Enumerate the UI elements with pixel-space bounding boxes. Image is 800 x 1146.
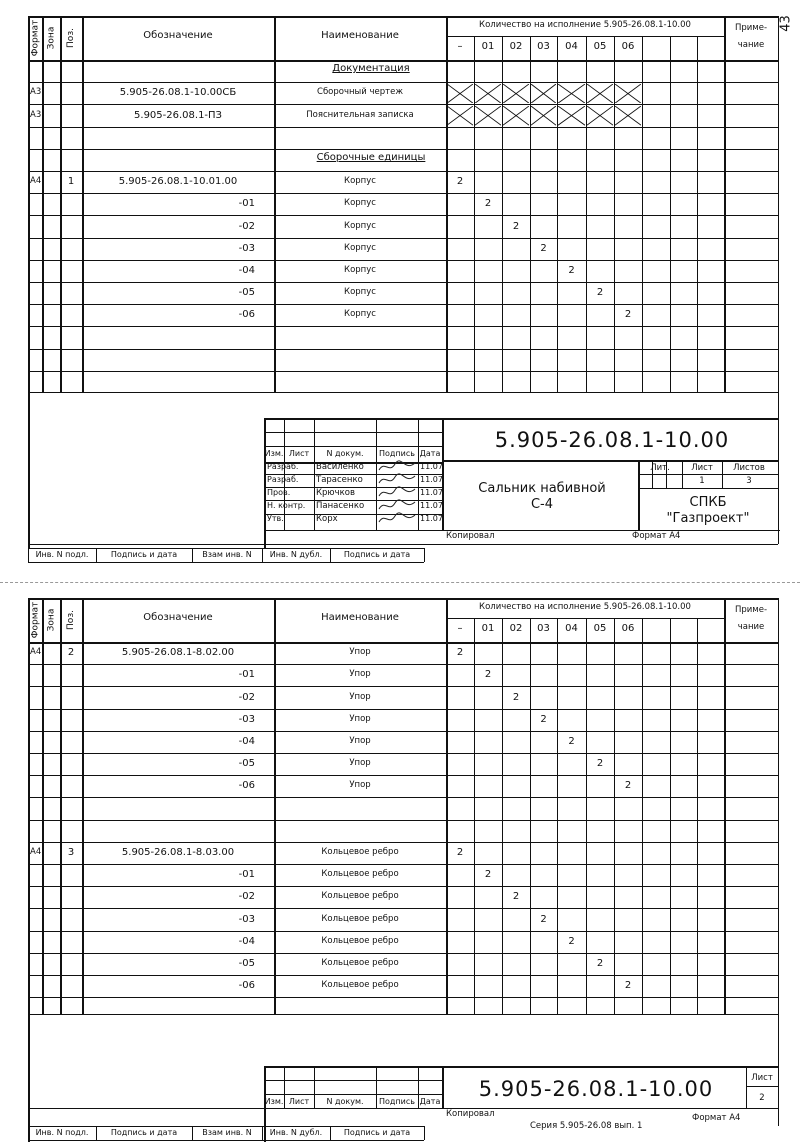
table-rule — [28, 975, 778, 976]
title-date: 11.07 — [420, 475, 443, 484]
qty-cell: 2 — [596, 957, 604, 969]
title-col-header: Подпись — [379, 449, 415, 458]
table-rule — [746, 1066, 747, 1108]
table-rule — [446, 16, 448, 392]
format-label: Формат А4 — [632, 531, 681, 541]
title-person: Панасенко — [316, 501, 365, 511]
title-sheet: Лист — [691, 463, 713, 473]
table-rule — [42, 598, 44, 1014]
row-name: Корпус — [344, 220, 376, 231]
table-rule — [28, 82, 778, 83]
signature-mark — [377, 499, 417, 513]
header-exec-3: 03 — [537, 623, 550, 634]
crossed-cell — [558, 106, 585, 125]
table-rule — [330, 548, 331, 562]
crossed-cell — [503, 106, 529, 125]
row-designation: -05 — [238, 287, 255, 299]
bottom-strip-cell: Подпись и дата — [343, 550, 411, 559]
row-name: Корпус — [344, 242, 376, 253]
table-rule — [28, 16, 778, 18]
crossed-cell — [531, 106, 556, 125]
title-person: Василенко — [316, 462, 364, 472]
table-rule — [28, 60, 778, 62]
qty-cell: 2 — [512, 891, 520, 903]
table-rule — [28, 686, 778, 687]
qty-cell: 2 — [512, 220, 520, 232]
title-role: Утв. — [267, 514, 284, 523]
qty-cell: 2 — [540, 713, 547, 725]
row-name: Корпус — [344, 264, 376, 275]
table-rule — [262, 1126, 263, 1140]
table-rule — [28, 953, 778, 954]
row-position: 2 — [67, 647, 75, 659]
table-rule — [28, 260, 778, 261]
table-rule — [28, 598, 778, 600]
table-rule — [28, 562, 424, 563]
header-note: Приме- — [734, 23, 768, 33]
table-rule — [284, 418, 285, 530]
row-format: А4 — [30, 176, 42, 187]
title-col-header: Изм. — [264, 1097, 284, 1106]
qty-cell: 2 — [540, 913, 547, 925]
table-rule — [682, 460, 683, 488]
table-rule — [638, 488, 778, 489]
table-rule — [82, 16, 84, 392]
table-rule — [670, 618, 671, 1014]
document-name: Сальник набивной — [478, 481, 606, 496]
row-designation: -03 — [238, 913, 255, 925]
table-rule — [28, 304, 778, 305]
title-role: Н. контр. — [267, 501, 306, 510]
table-rule — [28, 1126, 424, 1127]
table-rule — [28, 193, 778, 194]
table-rule — [642, 36, 643, 392]
table-rule — [82, 598, 84, 1014]
table-rule — [60, 16, 62, 392]
qty-cell: 2 — [568, 735, 575, 747]
table-rule — [28, 709, 778, 710]
header-exec-1: 01 — [481, 623, 495, 634]
table-rule — [264, 1080, 442, 1081]
table-rule — [264, 432, 442, 433]
row-designation: 5.905-26.08.1-8.02.00 — [121, 647, 235, 659]
qty-cell: 2 — [624, 309, 632, 321]
crossed-cell — [447, 84, 473, 103]
table-rule — [28, 753, 778, 754]
table-rule — [28, 548, 29, 562]
table-rule — [670, 36, 671, 392]
table-rule — [28, 908, 778, 909]
crossed-cell — [475, 84, 501, 103]
bottom-strip-cell: Инв. N дубл. — [269, 1128, 323, 1137]
qty-cell: 2 — [484, 669, 492, 681]
copied-label: Копировал — [446, 1109, 495, 1119]
qty-cell: 2 — [596, 758, 604, 770]
table-rule — [192, 548, 193, 562]
row-position: 1 — [67, 176, 75, 188]
table-rule — [28, 392, 30, 548]
table-rule — [264, 1066, 778, 1068]
table-rule — [446, 36, 724, 37]
header-zone: Зона — [45, 608, 56, 632]
table-rule — [442, 460, 778, 462]
qty-cell: 2 — [596, 287, 604, 299]
row-format: А3 — [30, 109, 42, 120]
qty-cell: 2 — [624, 980, 632, 992]
title-sheet-value: 1 — [699, 476, 705, 486]
signature-mark — [377, 473, 417, 487]
table-rule — [28, 731, 778, 732]
table-rule — [28, 864, 778, 865]
row-name: Упор — [349, 780, 371, 791]
crossed-cell — [447, 106, 473, 125]
table-rule — [638, 474, 778, 475]
header-name: Наименование — [321, 612, 399, 623]
table-rule — [28, 238, 778, 239]
signature-mark — [377, 512, 417, 526]
title-role: Пров. — [267, 488, 291, 497]
title-person: Тарасенко — [316, 475, 363, 485]
table-rule — [28, 1014, 30, 1142]
table-rule — [264, 418, 266, 548]
title-col-header: Дата — [419, 449, 441, 458]
row-designation: -03 — [238, 242, 255, 254]
row-name: Кольцевое ребро — [321, 980, 399, 991]
header-pos: Поз. — [65, 610, 76, 630]
crossed-cell — [615, 106, 641, 125]
table-rule — [28, 104, 778, 105]
table-rule — [376, 1066, 377, 1108]
bottom-strip-cell: Подпись и дата — [110, 550, 178, 559]
row-format: А4 — [30, 846, 42, 857]
row-name: Кольцевое ребро — [321, 869, 399, 880]
row-name: Кольцевое ребро — [321, 891, 399, 902]
table-rule — [614, 618, 615, 1014]
header-designation: Обозначение — [143, 30, 213, 41]
row-designation: 5.905-26.08.1-ПЗ — [134, 109, 222, 121]
title-role: Разраб. — [267, 462, 299, 471]
table-rule — [28, 997, 778, 998]
header-exec-1: 01 — [481, 41, 495, 52]
header-format: Формат — [29, 19, 40, 57]
crossed-cell — [615, 84, 641, 103]
header-note: чание — [737, 622, 765, 632]
table-rule — [28, 326, 778, 327]
organization: "Газпроект" — [666, 511, 750, 526]
header-note: Приме- — [734, 605, 768, 615]
table-rule — [28, 1140, 424, 1141]
signature-mark — [377, 486, 417, 500]
header-pos: Поз. — [65, 28, 76, 48]
title-lit: Лит. — [650, 463, 670, 473]
table-rule — [28, 349, 778, 350]
row-name: Упор — [349, 669, 371, 680]
row-designation: -01 — [238, 669, 255, 681]
row-name: Упор — [349, 758, 371, 769]
row-designation: 5.905-26.08.1-10.01.00 — [118, 176, 238, 188]
table-rule — [418, 418, 419, 530]
table-rule — [28, 392, 778, 393]
table-rule — [697, 618, 698, 1014]
title-col-header: N докум. — [326, 1097, 364, 1106]
title-date: 11.07 — [420, 488, 443, 497]
table-rule — [474, 618, 475, 1014]
table-rule — [424, 1126, 425, 1140]
row-name: Упор — [349, 647, 371, 658]
table-rule — [446, 618, 724, 619]
row-designation: -01 — [238, 198, 255, 210]
bottom-strip-cell: Инв. N подл. — [35, 550, 89, 559]
row-name: Упор — [349, 735, 371, 746]
row-name: Корпус — [344, 287, 376, 298]
qty-cell: 2 — [484, 869, 492, 881]
organization: СПКБ — [689, 495, 727, 510]
table-rule — [264, 1094, 442, 1095]
bottom-strip-cell: Взам инв. N — [202, 550, 252, 559]
table-rule — [697, 36, 698, 392]
table-rule — [28, 931, 778, 932]
row-format: А4 — [30, 647, 42, 658]
header-designation: Обозначение — [143, 612, 213, 623]
row-name: Упор — [349, 691, 371, 702]
row-designation: -06 — [238, 980, 255, 992]
qty-cell: 2 — [484, 198, 492, 210]
qty-cell: 2 — [456, 647, 464, 659]
title-role: Разраб. — [267, 475, 299, 484]
header-zone: Зона — [45, 26, 56, 50]
table-rule — [28, 149, 778, 150]
header-exec-4: 04 — [565, 41, 578, 52]
header-format: Формат — [29, 601, 40, 639]
document-code: 5.905-26.08.1-10.00 — [478, 1077, 714, 1101]
table-rule — [96, 1126, 97, 1140]
table-rule — [314, 418, 315, 530]
title-col-header: Лист — [288, 1097, 310, 1106]
header-exec-5: 05 — [593, 623, 607, 634]
header-exec-2: 02 — [509, 41, 523, 52]
table-rule — [28, 1014, 778, 1015]
table-rule — [28, 1108, 778, 1109]
row-designation: -04 — [238, 735, 255, 747]
table-rule — [442, 1066, 444, 1108]
document-variant: С-4 — [530, 497, 554, 512]
table-rule — [724, 16, 726, 392]
table-rule — [28, 775, 778, 776]
table-rule — [424, 548, 425, 562]
table-rule — [502, 618, 503, 1014]
row-name: Корпус — [344, 309, 376, 320]
bottom-strip-cell: Подпись и дата — [110, 1128, 178, 1137]
table-rule — [28, 127, 778, 128]
table-rule — [28, 820, 778, 821]
row-name: Корпус — [344, 176, 376, 187]
row-name: Кольцевое ребро — [321, 846, 399, 857]
table-rule — [638, 460, 640, 530]
table-rule — [28, 642, 778, 644]
bottom-strip-cell: Взам инв. N — [202, 1128, 252, 1137]
table-rule — [28, 664, 778, 665]
signature-mark — [377, 460, 417, 474]
qty-cell: 2 — [512, 691, 520, 703]
header-name: Наименование — [321, 30, 399, 41]
row-name: Кольцевое ребро — [321, 957, 399, 968]
row-designation: -02 — [238, 891, 255, 903]
table-rule — [746, 1086, 778, 1087]
header-exec-6: 06 — [621, 623, 635, 634]
qty-cell: 2 — [568, 935, 575, 947]
row-designation: -02 — [238, 691, 255, 703]
table-rule — [28, 886, 778, 887]
title-sheets-value: 3 — [746, 476, 752, 486]
table-rule — [28, 598, 30, 1014]
header-exec-2: 02 — [509, 623, 523, 634]
title-sheets: Листов — [733, 463, 765, 473]
table-rule — [264, 530, 442, 531]
row-format: А3 — [30, 87, 42, 98]
header-exec-6: 06 — [621, 41, 635, 52]
table-rule — [262, 548, 263, 562]
title-date: 11.07 — [420, 462, 443, 471]
table-rule — [28, 215, 778, 216]
row-designation: -05 — [238, 957, 255, 969]
table-rule — [96, 548, 97, 562]
header-exec-4: 04 — [565, 623, 578, 634]
header-exec-0: – — [457, 623, 463, 634]
table-rule — [274, 598, 276, 1014]
table-rule — [28, 544, 778, 545]
title-col-header: Дата — [419, 1097, 441, 1106]
title-date: 11.07 — [420, 501, 443, 510]
header-quantity: Количество на исполнение 5.905-26.08.1-10.00 — [479, 602, 691, 612]
crossed-cell — [558, 84, 585, 103]
row-designation: -05 — [238, 758, 255, 770]
table-rule — [192, 1126, 193, 1140]
table-rule — [28, 1126, 29, 1140]
bottom-strip-cell: Инв. N подл. — [35, 1128, 89, 1137]
crossed-cell — [531, 84, 556, 103]
table-rule — [28, 548, 424, 549]
table-rule — [284, 1066, 285, 1108]
table-rule — [724, 598, 726, 1014]
series-label: Серия 5.905-26.08 вып. 1 — [530, 1121, 643, 1131]
crossed-cell — [475, 106, 501, 125]
crossed-cell — [587, 84, 613, 103]
document-code: 5.905-26.08.1-10.00 — [494, 428, 730, 452]
row-designation: -02 — [238, 220, 255, 232]
header-exec-5: 05 — [593, 41, 607, 52]
qty-cell: 2 — [624, 780, 632, 792]
title-col-header: N докум. — [326, 449, 364, 458]
header-note: чание — [737, 40, 765, 50]
table-rule — [642, 618, 643, 1014]
bottom-strip-cell: Инв. N дубл. — [269, 550, 323, 559]
bottom-strip-cell: Подпись и дата — [343, 1128, 411, 1137]
row-designation: 5.905-26.08.1-8.03.00 — [121, 846, 235, 858]
row-designation: -04 — [238, 264, 255, 276]
table-rule — [586, 618, 587, 1014]
title-col-header: Изм. — [264, 449, 284, 458]
title-col-header: Лист — [288, 449, 310, 458]
table-rule — [778, 598, 779, 1126]
table-rule — [778, 16, 779, 544]
row-designation: -01 — [238, 869, 255, 881]
sheet-separator — [0, 582, 800, 583]
table-rule — [28, 797, 778, 798]
table-rule — [557, 618, 558, 1014]
title-sheet-value: 2 — [759, 1093, 765, 1103]
row-designation: -06 — [238, 309, 255, 321]
section-heading: Сборочные единицы — [316, 151, 426, 163]
crossed-cell — [503, 84, 529, 103]
qty-cell: 2 — [568, 264, 575, 276]
table-rule — [264, 446, 442, 447]
copied-label: Копировал — [446, 531, 495, 541]
row-name: Пояснительная записка — [306, 109, 414, 120]
table-rule — [264, 418, 778, 420]
qty-cell: 2 — [456, 846, 464, 858]
table-rule — [28, 371, 778, 372]
qty-cell: 2 — [456, 176, 464, 188]
row-name: Кольцевое ребро — [321, 935, 399, 946]
table-rule — [42, 16, 44, 392]
format-label: Формат А4 — [692, 1113, 741, 1123]
title-date: 11.07 — [420, 514, 443, 523]
table-rule — [60, 598, 62, 1014]
table-rule — [530, 618, 531, 1014]
table-rule — [274, 16, 276, 392]
row-designation: -03 — [238, 713, 255, 725]
row-name: Упор — [349, 713, 371, 724]
title-person: Крючков — [316, 488, 355, 498]
page-number: 43 — [778, 15, 794, 32]
row-designation: 5.905-26.08.1-10.00СБ — [119, 87, 237, 99]
row-name: Кольцевое ребро — [321, 913, 399, 924]
table-rule — [28, 842, 778, 843]
header-exec-3: 03 — [537, 41, 550, 52]
table-rule — [722, 460, 723, 488]
title-sheet: Лист — [751, 1073, 773, 1083]
table-rule — [314, 1066, 315, 1108]
table-rule — [446, 598, 448, 1014]
table-rule — [28, 171, 778, 172]
title-person: Корх — [316, 514, 338, 524]
table-rule — [330, 1126, 331, 1140]
header-exec-0: – — [457, 41, 463, 52]
title-col-header: Подпись — [379, 1097, 415, 1106]
table-rule — [28, 16, 30, 392]
row-designation: -04 — [238, 935, 255, 947]
row-name: Сборочный чертеж — [317, 87, 403, 98]
header-quantity: Количество на исполнение 5.905-26.08.1-10.00 — [479, 20, 691, 30]
row-position: 3 — [67, 846, 75, 858]
section-heading: Документация — [332, 63, 410, 75]
qty-cell: 2 — [540, 242, 547, 254]
table-rule — [28, 282, 778, 283]
row-name: Корпус — [344, 198, 376, 209]
crossed-cell — [587, 106, 613, 125]
row-designation: -06 — [238, 780, 255, 792]
